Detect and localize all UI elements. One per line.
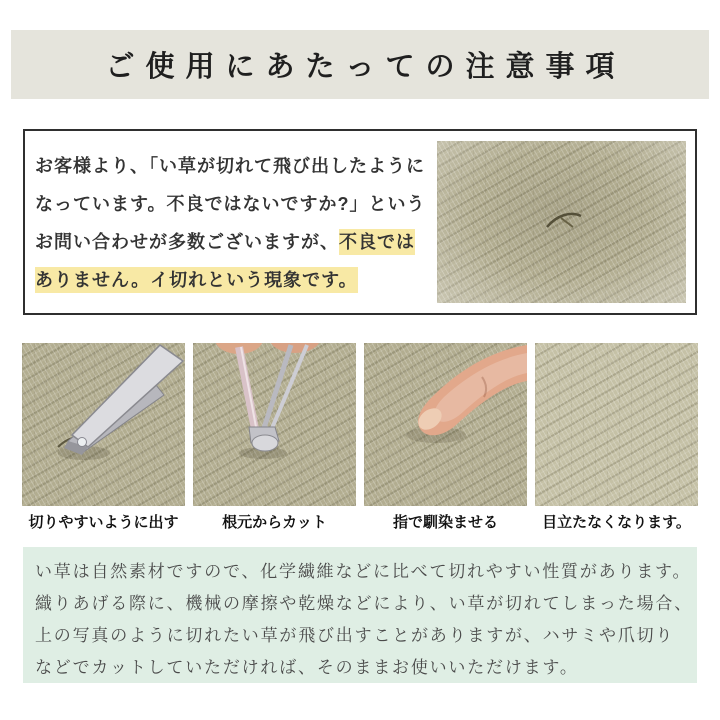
notice-line-4-highlight: ありません。イ切れという現象です。 (35, 267, 358, 293)
step-2-photo (193, 343, 356, 506)
notice-line-2-text: なっています。不良ではないですか?」という (35, 194, 426, 214)
step-3-label: 指で馴染ませる (392, 514, 498, 531)
steps-row (22, 343, 698, 532)
step-4-photo (535, 343, 698, 506)
notice-box (23, 129, 697, 315)
notice-line-1-text: お客様より、「い草が切れて飛び出したように (35, 156, 425, 176)
step-3 (364, 343, 527, 532)
nail-clipper-pull-icon (22, 343, 185, 506)
notice-line-2 (35, 185, 437, 223)
step-2-label: 根元からカット (222, 514, 327, 531)
step-1-label: 切りやすいように出す (28, 514, 179, 531)
page-title: ご使用にあたっての注意事項 (105, 51, 626, 83)
title-banner (11, 30, 709, 99)
notice-line-1 (35, 147, 437, 185)
footer-note (23, 547, 697, 683)
footer-line-1: い草は自然素材ですので、化学繊維などに比べて切れやすい性質があります。 (35, 562, 692, 581)
tatami-closeup-photo (437, 141, 686, 303)
finger-press-icon (364, 343, 527, 506)
notice-text (25, 131, 437, 313)
notice-line-3-highlight: 不良では (339, 229, 415, 255)
stray-rush-icon (437, 141, 686, 303)
notice-line-3-text: お問い合わせが多数ございますが、 (35, 232, 339, 252)
step-1-photo (22, 343, 185, 506)
footer-line-2: 織りあげる際に、機械の摩擦や乾燥などにより、い草が切れてしまった場合、 (35, 594, 693, 613)
step-1 (22, 343, 185, 532)
step-4-label: 目立たなくなります。 (542, 514, 691, 531)
footer-line-3: 上の写真のように切れたい草が飛び出すことがありますが、ハサミや爪切り (35, 626, 675, 645)
notice-line-3 (35, 223, 437, 261)
nail-clipper-cut-icon (193, 343, 356, 506)
step-4 (535, 343, 698, 532)
notice-line-4 (35, 261, 437, 299)
step-3-photo (364, 343, 527, 506)
step-2 (193, 343, 356, 532)
footer-line-4: などでカットしていただければ、そのままお使いいただけます。 (35, 658, 579, 677)
